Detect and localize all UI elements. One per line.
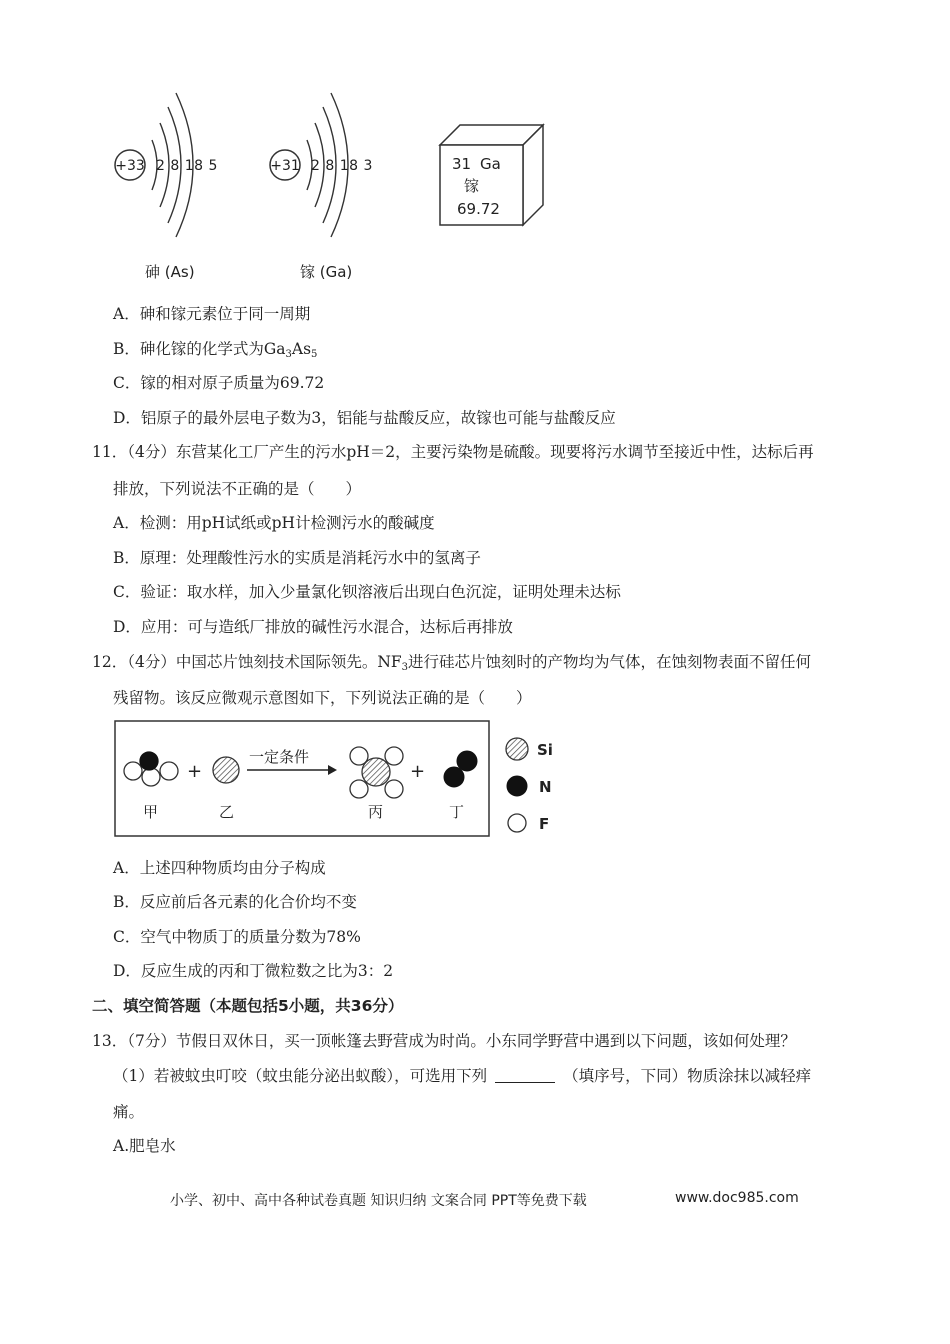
legend-n: N [539,778,552,796]
q11-option-c: C．验证：取水样，加入少量氯化钡溶液后出现白色沉淀，证明处理未达标 [113,583,621,601]
ga-atomic-mass: 69.72 [457,200,500,218]
diagram-legend [506,738,553,833]
ga-name: 镓 [464,177,480,195]
as-label: 砷 (As) [145,263,195,281]
q11-stem-line1: 11．（4分）东营某化工厂产生的污水pH＝2，主要污染物是硫酸。现要将污水调节至接近中性，达标后再 [92,443,814,461]
ga-shell-electrons: 2 8 18 3 [311,158,373,174]
gallium-atom-diagram [270,93,373,281]
q11-option-d: D．应用：可与造纸厂排放的碱性污水混合，达标后再排放 [113,618,513,636]
reaction-micro-diagram [113,718,563,840]
plus-sign-2: + [410,761,426,782]
q12-option-b: B．反应前后各元素的化合价均不变 [113,893,357,911]
q11-option-b: B．原理：处理酸性污水的实质是消耗污水中的氢离子 [113,549,481,567]
ga-atomic-number: 31 [452,155,472,173]
section-heading: 二、填空简答题（本题包括5小题，共36分） [92,997,404,1015]
answer-blank [495,1068,555,1083]
q13-stem-line1: 13．（7分）节假日双休日，买一顶帐篷去野营成为时尚。小东同学野营中遇到以下问题，该如何处理？ [92,1032,796,1050]
q12-option-c: C．空气中物质丁的质量分数为78% [113,928,361,946]
legend-f: F [539,815,550,833]
q12-stem-line1: 12．（4分）中国芯片蚀刻技术国际领先。$NF_3$进行硅芯片蚀刻时的产物均为气体，在蚀刻物表面不留任何 [92,653,812,673]
q12-stem-line2: 残留物。该反应微观示意图如下，下列说法正确的是（ ） [113,689,532,707]
as-shell-electrons: 2 8 18 5 [156,158,218,174]
as-nucleus-label: +33 [115,158,145,174]
label-yi: 乙 [219,803,235,821]
q10-option-c: C．镓的相对原子质量为69.72 [113,374,325,392]
q12-option-a: A．上述四种物质均由分子构成 [113,859,326,877]
label-ding: 丁 [449,803,465,821]
q10-option-b: B．砷化镓的化学式为$Ga_3As_5$ [113,340,318,360]
label-jia: 甲 [143,803,159,821]
atomic-structure-figure [100,85,560,295]
ga-label: 镓 (Ga) [300,263,353,281]
q11-option-a: A．检测：用pH试纸或pH计检测污水的酸碱度 [113,514,435,532]
legend-si: Si [537,741,553,759]
plus-sign-1: + [187,761,203,782]
reaction-condition: 一定条件 [249,748,310,766]
atom-yi-si [213,757,239,783]
arsenic-atom-diagram [115,93,218,281]
q10-option-a: A．砷和镓元素位于同一周期 [113,305,311,323]
q13-option-a: A.肥皂水 [113,1137,176,1155]
q13-sub1-line2: 痛。 [113,1103,145,1121]
ga-nucleus-label: +31 [270,158,300,174]
q13-sub1-line1: （1）若被蚊虫叮咬（蚊虫能分泌出蚁酸），可选用下列 （填序号，下同）物质涂抹以减轻痒 [113,1067,812,1085]
q12-option-d: D．反应生成的丙和丁微粒数之比为3：2 [113,962,394,980]
label-bing: 丙 [368,803,384,821]
gallium-element-cell [440,125,543,225]
ga-symbol: Ga [480,155,501,173]
q10-option-d: D．铝原子的最外层电子数为3，铝能与盐酸反应，故镓也可能与盐酸反应 [113,409,616,427]
footer-link[interactable]: www.doc985.com [675,1190,799,1206]
footer-text: 小学、初中、高中各种试卷真题 知识归纳 文案合同 PPT等免费下载 [170,1193,587,1209]
q11-stem-line2: 排放，下列说法不正确的是（ ） [113,480,362,498]
